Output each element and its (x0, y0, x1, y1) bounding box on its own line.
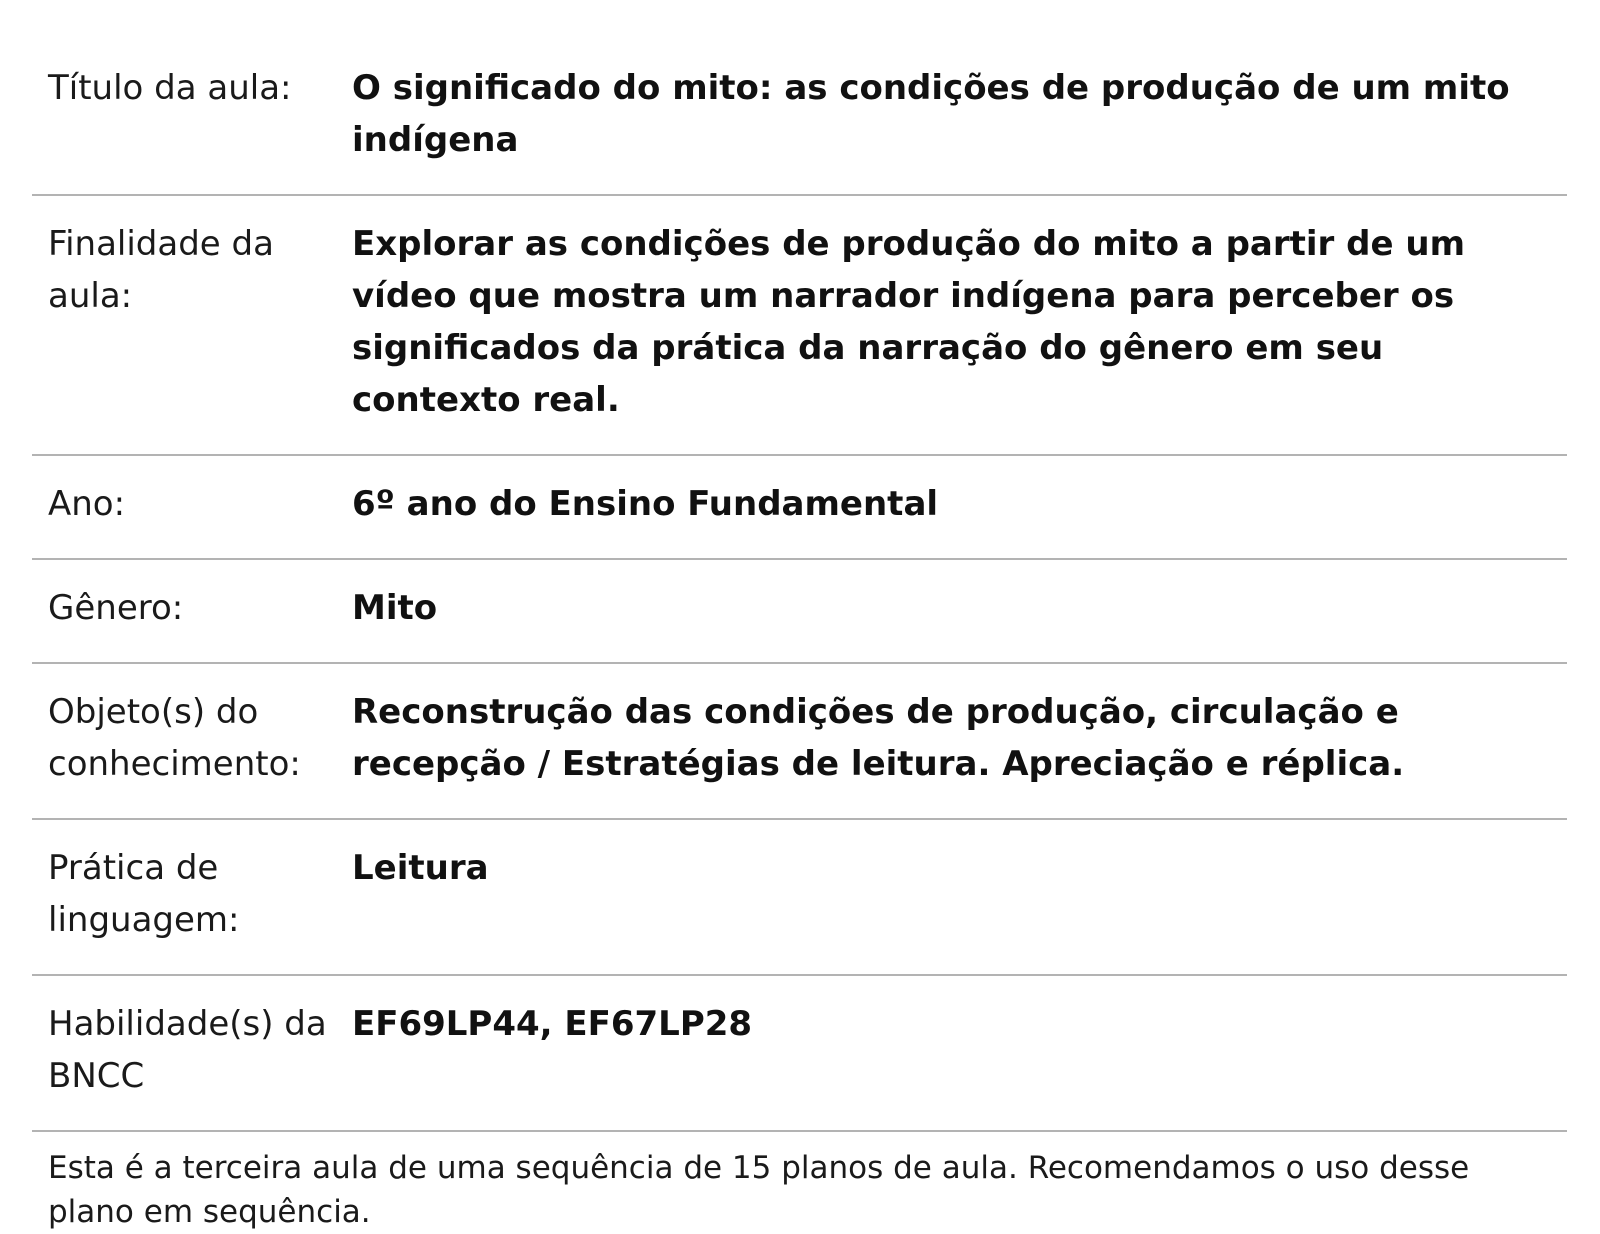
row-ano (32, 455, 1567, 559)
row-label-pratica: Prática de linguagem: (32, 819, 352, 975)
row-value-titulo: O significado do mito: as condições de produção de um mito indígena (352, 0, 1567, 195)
row-value-finalidade: Explorar as condições de produção do mito a partir de um vídeo que mostra um narrador indígena para perceber os significados da prática da narração do gênero em seu contexto real. (352, 195, 1567, 455)
row-value-pratica: Leitura (352, 819, 1567, 975)
row-habilidades (32, 975, 1567, 1131)
row-titulo (32, 0, 1567, 195)
row-value-genero: Mito (352, 559, 1567, 663)
row-label-habilidades: Habilidade(s) da BNCC (32, 975, 352, 1131)
row-value-habilidades: EF69LP44, EF67LP28 (352, 975, 1567, 1131)
row-label-ano: Ano: (32, 455, 352, 559)
row-label-finalidade: Finalidade da aula: (32, 195, 352, 455)
row-genero (32, 559, 1567, 663)
row-value-objeto: Reconstrução das condições de produção, circulação e recepção / Estratégias de leitura. Apreciação e réplica. (352, 663, 1567, 819)
row-objeto (32, 663, 1567, 819)
row-label-genero: Gênero: (32, 559, 352, 663)
lesson-info-card (32, 0, 1567, 1234)
lesson-info-table (32, 0, 1567, 1132)
row-finalidade (32, 195, 1567, 455)
row-value-ano: 6º ano do Ensino Fundamental (352, 455, 1567, 559)
sequence-footnote: Esta é a terceira aula de uma sequência de 15 planos de aula. Recomendamos o uso desse plano em sequência. (48, 1150, 1470, 1230)
row-label-objeto: Objeto(s) do conhecimento: (32, 663, 352, 819)
row-pratica (32, 819, 1567, 975)
row-label-titulo: Título da aula: (32, 0, 352, 195)
